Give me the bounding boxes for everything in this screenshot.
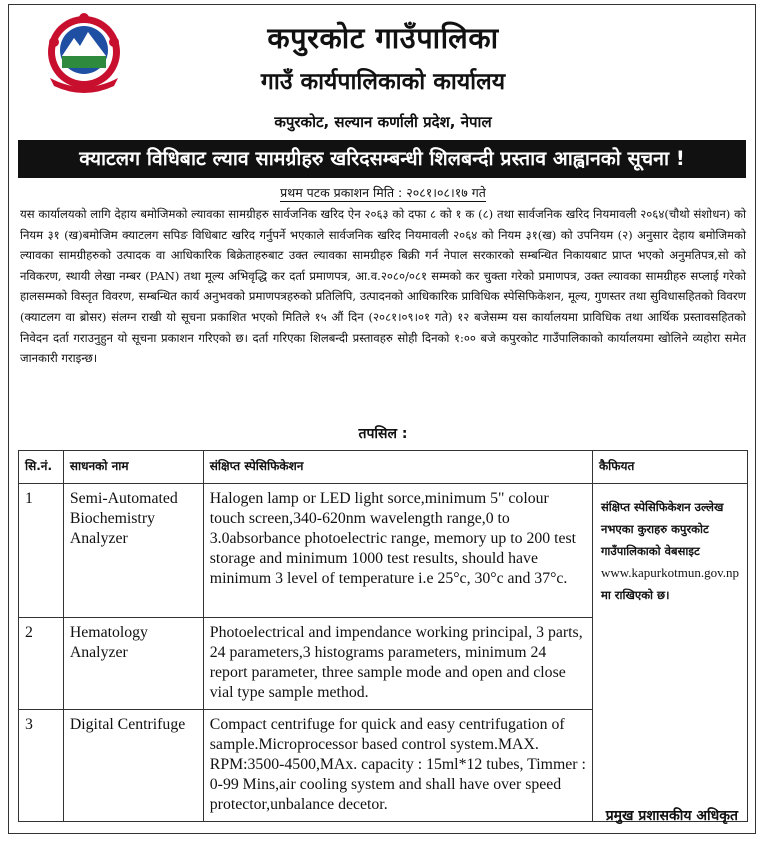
office-address: कपुरकोट, सल्यान कर्णाली प्रदेश, नेपाल [274, 113, 492, 131]
table-header-row [19, 451, 748, 484]
remarks-text-end: मा राखिएको छ। [600, 588, 670, 602]
notice-headline: क्याटलग विधिबाट ल्याव सामग्रीहरु खरिदसम्बन्धी शिलबन्दी प्रस्ताव आह्वानको सूचना ! [18, 140, 746, 178]
notice-body: यस कार्यालयको लागि देहाय बमोजिमको ल्यावका सामग्रीहरु सार्वजनिक खरिद ऐन २०६३ को दफा ८ को १ क (८) तथा सार्वजनिक खरिद नियमावली २०६४(चौथो संशोधन) को नियम ३१ (ख)बमोजिम क्याटलग सपिङ विधिबाट खरिद गर्नुपर्ने भएकाले सार्वजनिक खरिद नियमावली २०६४ को नियम ३१(ख) को उपनियम (२) अनुसार देहाय बमोजिमको ल्यावका सामग्रीहरुको उत्पादक वा आधिकारिक बिक्रेताहरुबाट उक्त ल्यावका सामग्रीहरु बिक्री गर्न नेपाल सरकारको सम्बन्धित निकायबाट प्राप्त भएको अनुमतिपत्र,सो को नविकरण, स्थायी लेखा नम्बर (PAN) तथा मूल्य अभिवृद्धि कर दर्ता प्रमाणपत्र, आ.व.२०८०/०८१ सम्मको कर चुक्ता गरेको प्रमाणपत्र, उक्त ल्यावका सामग्रीहरु सप्लाई गरेको हालसम्मको विस्तृत विवरण, सम्बन्धित कार्य अनुभवको प्रमाणपत्रहरुको प्रतिलिपि, उत्पादनको आधिकारिक प्राविधिक स्पेसिफिकेशन, मूल्य, गुणस्तर तथा सुविधासहितको विवरण (क्याटलग वा ब्रोसर) संलग्न राखी यो सूचना प्रकाशित भएको मितिले १५ औं दिन (२०८१।०९।०१ गते) १२ बजेसम्म यस कार्यालयमा प्राविधिक तथा आर्थिक प्रस्तावसहितको निवेदन दर्ता गराउनुहुन यो सूचना प्रकाशन गरिएको छ। दर्ता गरिएका शिलबन्दी प्रस्तावहरु सोही दिनको १:०० बजे कपुरकोट गाउँपालिकाको कार्यालयमा खोलिने व्यहोरा समेत जानकारी गराइन्छ। [20, 207, 746, 366]
signatory: प्रमुख प्रशासकीय अधिकृत [605, 808, 738, 824]
header-item-name: साधनको नाम [63, 451, 203, 484]
row-serial: 2 [19, 618, 64, 710]
row-item-name: Semi-Automated Biochemistry Analyzer [63, 484, 203, 618]
office-title: गाउँ कार्यपालिकाको कार्यालय [260, 69, 506, 95]
table-row [19, 484, 748, 618]
header-remarks: कैफियत [592, 451, 747, 484]
row-item-name: Hematology Analyzer [63, 618, 203, 710]
row-serial: 1 [19, 484, 64, 618]
remarks-cell [592, 484, 747, 822]
row-specification: Compact centrifuge for quick and easy centrifugation of sample.Microprocessor based control system.MAX. RPM:3500-4500,MAx. capacity : 15ml*12 tubes, Timmer : 0-99 Mins,air cooling system and shall have over speed protector,unbalance decetor. [203, 710, 592, 822]
publication-date-text: प्रथम पटक प्रकाशन मिति : २०८१।०८।१७ गते [280, 185, 486, 200]
header-specification: संक्षिप्त स्पेसिफिकेशन [203, 451, 592, 484]
website-link[interactable]: www.kapurkotmun.gov.np [600, 565, 739, 580]
row-serial: 3 [19, 710, 64, 822]
municipality-title: कपुरकोट गाउँपालिका [267, 21, 499, 55]
details-heading: तपसिल : [358, 426, 408, 442]
row-specification: Halogen lamp or LED light sorce,minimum 5" colour touch screen,340-620nm wavelength range,0 to 3.0absorbance photoelectric range, memory up to 200 test storage and minimum 1000 test results, should have minimum 3 level of temperature i.e 25°c, 30°c and 37°c. [203, 484, 592, 618]
remarks-text: संक्षिप्त स्पेसिफिकेशन उल्लेख नभएका कुराहरु कपुरकोट गाउँपालिकाको वेबसाइट [600, 500, 724, 558]
row-specification: Photoelectrical and impendance working principal, 3 parts, 24 parameters,3 histograms parameters, minimum 24 report parameter, three sample mode and open and close vial type sample method. [203, 618, 592, 710]
items-table [18, 450, 748, 822]
row-item-name: Digital Centrifuge [63, 710, 203, 822]
header-serial: सि.नं. [19, 451, 64, 484]
publication-date [0, 184, 766, 201]
